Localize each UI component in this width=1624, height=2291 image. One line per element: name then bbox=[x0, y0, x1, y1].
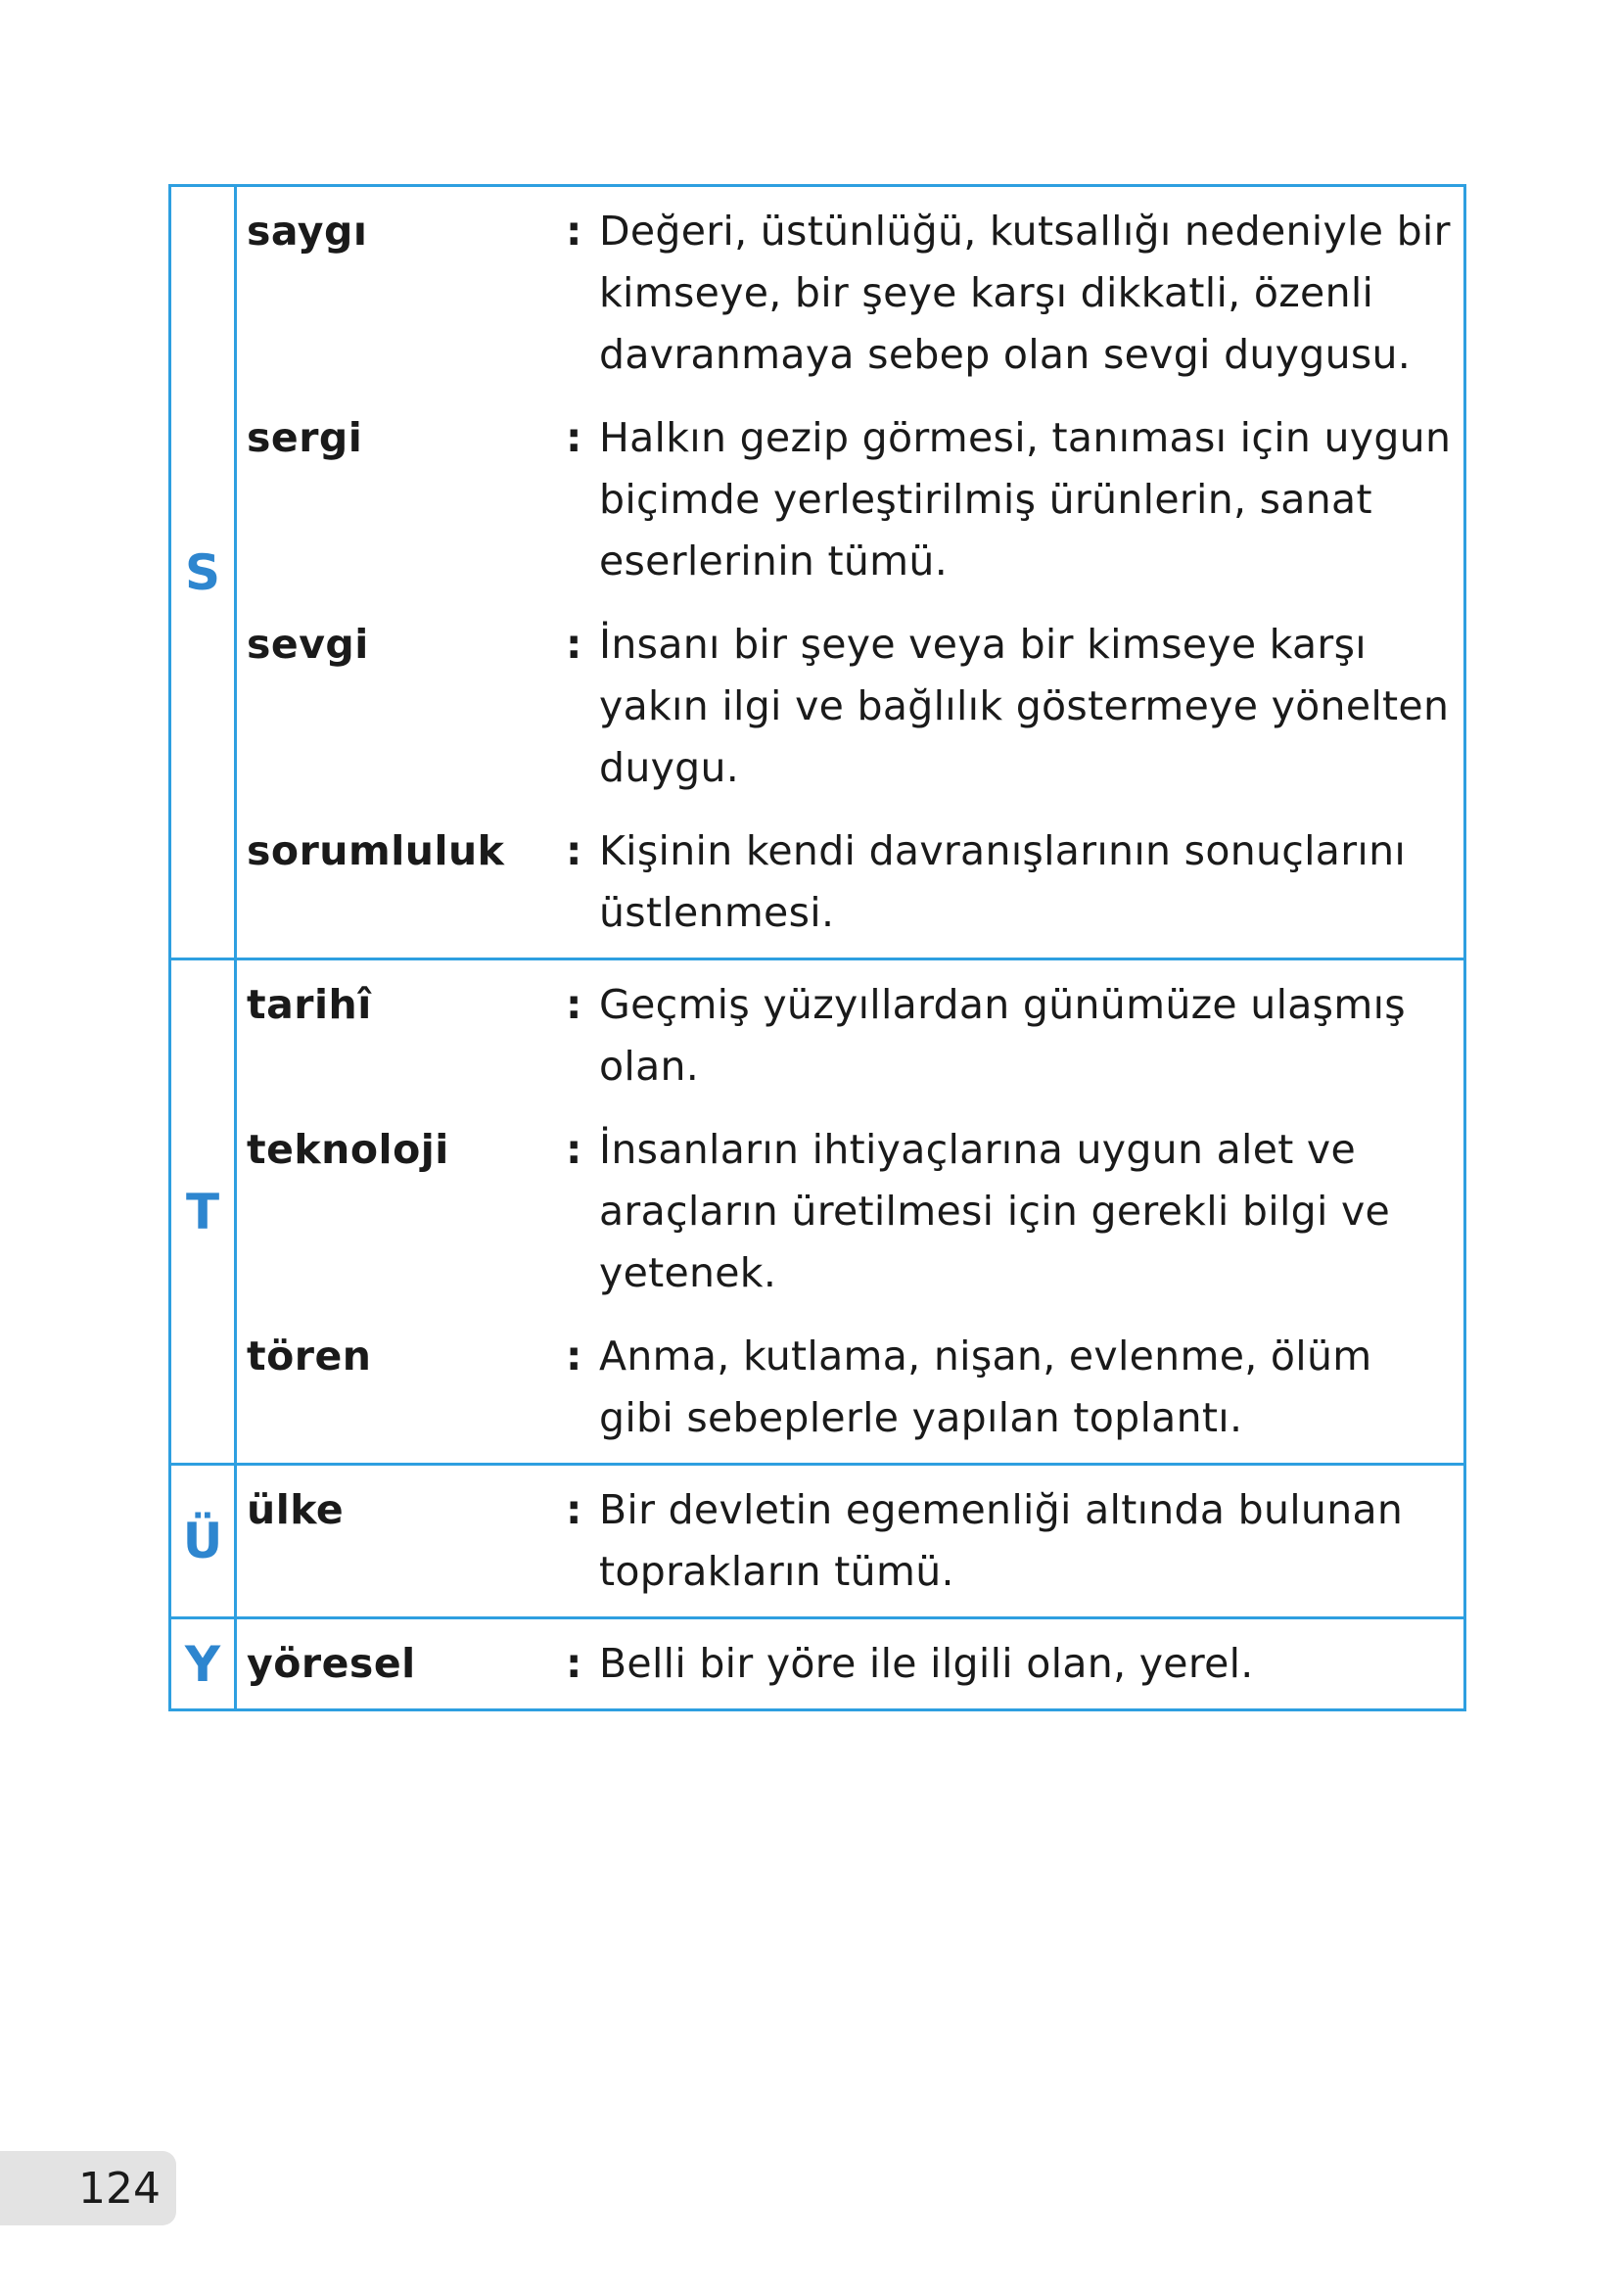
term: teknoloji bbox=[247, 1126, 449, 1173]
entries bbox=[237, 960, 1463, 1463]
term: tarihî bbox=[247, 981, 372, 1028]
term: yöresel bbox=[247, 1640, 416, 1687]
section-letter: T bbox=[171, 960, 237, 1463]
definition: Kişinin kendi davranışlarının sonuçlarını üstlenmesi. bbox=[599, 827, 1407, 936]
glossary-entry bbox=[247, 974, 1463, 1098]
section-letter: Y bbox=[171, 1619, 237, 1708]
glossary-entry bbox=[247, 201, 1463, 386]
entries bbox=[237, 187, 1463, 958]
definition: Anma, kutlama, nişan, evlenme, ölüm gibi sebeplerle yapılan toplantı. bbox=[599, 1333, 1372, 1441]
glossary-entry bbox=[247, 1326, 1463, 1449]
colon: : bbox=[566, 1640, 582, 1687]
page-number-tab bbox=[0, 2151, 176, 2225]
definition: Belli bir yöre ile ilgili olan, yerel. bbox=[599, 1640, 1254, 1687]
entries bbox=[237, 1466, 1463, 1616]
definition: İnsanların ihtiyaçlarına uygun alet ve araçların üretilmesi için gerekli bilgi ve yetenek. bbox=[599, 1126, 1391, 1296]
glossary-section-u bbox=[171, 1463, 1463, 1616]
term: sorumluluk bbox=[247, 827, 505, 874]
glossary-section-s bbox=[171, 187, 1463, 958]
glossary-entry bbox=[247, 1479, 1463, 1603]
definition: İnsanı bir şeye veya bir kimseye karşı yakın ilgi ve bağlılık göstermeye yönelten duygu. bbox=[599, 621, 1450, 791]
term: saygı bbox=[247, 208, 368, 255]
glossary-entry bbox=[247, 1119, 1463, 1304]
glossary-entry bbox=[247, 820, 1463, 944]
glossary-section-t bbox=[171, 958, 1463, 1463]
colon: : bbox=[566, 414, 582, 461]
glossary-entry bbox=[247, 1633, 1463, 1695]
colon: : bbox=[566, 208, 582, 255]
definition: Değeri, üstünlüğü, kutsallığı nedeniyle bir kimseye, bir şeye karşı dikkatli, özenli davranmaya sebep olan sevgi duygusu. bbox=[599, 208, 1451, 378]
colon: : bbox=[566, 1333, 582, 1379]
term: ülke bbox=[247, 1486, 345, 1533]
colon: : bbox=[566, 981, 582, 1028]
colon: : bbox=[566, 621, 582, 668]
colon: : bbox=[566, 827, 582, 874]
term: sevgi bbox=[247, 621, 369, 668]
glossary-section-y bbox=[171, 1616, 1463, 1708]
definition: Geçmiş yüzyıllardan günümüze ulaşmış olan. bbox=[599, 981, 1406, 1090]
definition: Bir devletin egemenliği altında bulunan toprakların tümü. bbox=[599, 1486, 1404, 1595]
section-letter: S bbox=[171, 187, 237, 958]
term: tören bbox=[247, 1333, 372, 1379]
entries bbox=[237, 1619, 1463, 1708]
term: sergi bbox=[247, 414, 363, 461]
glossary-table bbox=[168, 184, 1466, 1711]
definition: Halkın gezip görmesi, tanıması için uygun biçimde yerleştirilmiş ürünlerin, sanat eserlerinin tümü. bbox=[599, 414, 1452, 584]
section-letter: Ü bbox=[171, 1466, 237, 1616]
glossary-entry bbox=[247, 614, 1463, 799]
colon: : bbox=[566, 1126, 582, 1173]
colon: : bbox=[566, 1486, 582, 1533]
glossary-entry bbox=[247, 407, 1463, 592]
page-number: 124 bbox=[78, 2163, 161, 2214]
